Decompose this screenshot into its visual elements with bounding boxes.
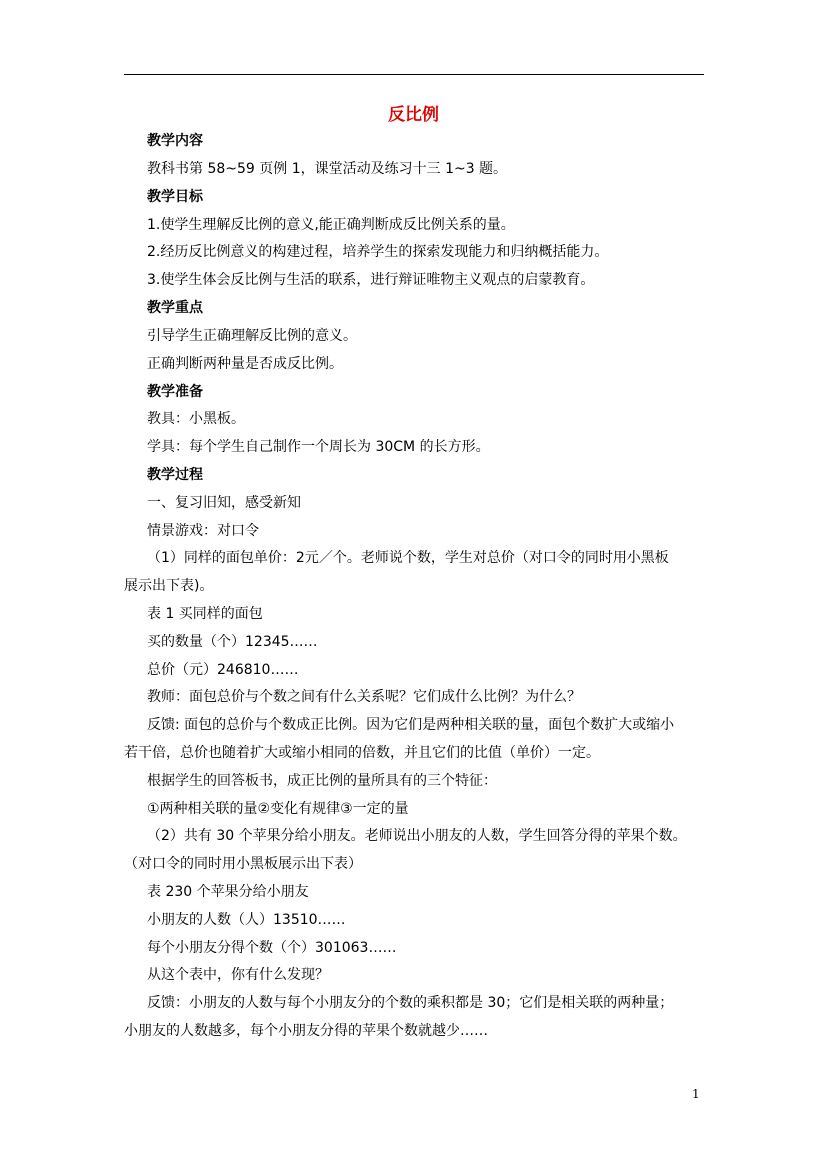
paragraph-line: 总价（元）246810…… — [147, 662, 299, 678]
section-heading: 教学过程 — [147, 467, 203, 483]
paragraph-line: 若干倍，总价也随着扩大或缩小相同的倍数，并且它们的比值（单价）一定。 — [124, 745, 600, 761]
paragraph-line: 从这个表中，你有什么发现？ — [147, 967, 329, 983]
paragraph-line: 情景游戏：对口令 — [147, 523, 259, 539]
paragraph-line: 每个小朋友分得个数（个）301063…… — [147, 940, 397, 956]
paragraph-line: 反馈: 面包的总价与个数成正比例。因为它们是两种相关联的量，面包个数扩大或缩小 — [147, 717, 675, 733]
section-heading: 教学准备 — [147, 384, 203, 400]
paragraph-line: 表 1 买同样的面包 — [147, 606, 263, 622]
section-heading: 教学重点 — [147, 300, 203, 316]
paragraph-line: 一、复习旧知，感受新知 — [147, 495, 301, 511]
paragraph-line: 正确判断两种量是否成反比例。 — [147, 356, 343, 372]
paragraph-line: 2.经历反比例意义的构建过程，培养学生的探索发现能力和归纳概括能力。 — [147, 244, 609, 260]
paragraph-line: 表 230 个苹果分给小朋友 — [147, 884, 309, 900]
page-number: 1 — [692, 1087, 700, 1101]
paragraph-line: （1）同样的面包单价：2元／个。老师说个数，学生对总价（对口令的同时用小黑板 — [147, 550, 669, 566]
paragraph-line: 展示出下表)。 — [124, 578, 214, 594]
paragraph-line: （2）共有 30 个苹果分给小朋友。老师说出小朋友的人数，学生回答分得的苹果个数。 — [147, 828, 687, 844]
paragraph-line: 反馈：小朋友的人数与每个小朋友分的个数的乘积都是 30；它们是相关联的两种量； — [147, 995, 674, 1011]
section-heading: 教学内容 — [147, 133, 203, 149]
section-heading: 教学目标 — [147, 189, 203, 205]
paragraph-line: 教具：小黑板。 — [147, 411, 245, 427]
paragraph-line: 小朋友的人数越多，每个小朋友分得的苹果个数就越少…… — [124, 1023, 488, 1039]
paragraph-line: 教师：面包总价与个数之间有什么关系呢？它们成什么比例？为什么？ — [147, 689, 581, 705]
paragraph-line: 根据学生的回答板书，成正比例的量所具有的三个特征： — [147, 773, 497, 789]
paragraph-line: ①两种相关联的量②变化有规律③一定的量 — [147, 801, 409, 817]
paragraph-line: 1.使学生理解反比例的意义,能正确判断成反比例关系的量。 — [147, 217, 515, 233]
header-rule — [124, 74, 704, 75]
paragraph-line: 3.使学生体会反比例与生活的联系，进行辩证唯物主义观点的启蒙教育。 — [147, 272, 595, 288]
page-title: 反比例 — [388, 105, 439, 125]
paragraph-line: （对口令的同时用小黑板展示出下表） — [124, 856, 362, 872]
paragraph-line: 买的数量（个）12345…… — [147, 634, 318, 650]
paragraph-line: 小朋友的人数（人）13510…… — [147, 912, 346, 928]
paragraph-line: 引导学生正确理解反比例的意义。 — [147, 328, 357, 344]
paragraph-line: 学具：每个学生自己制作一个周长为 30CM 的长方形。 — [147, 439, 490, 455]
paragraph-line: 教科书第 58~59 页例 1，课堂活动及练习十三 1~3 题。 — [147, 161, 508, 177]
